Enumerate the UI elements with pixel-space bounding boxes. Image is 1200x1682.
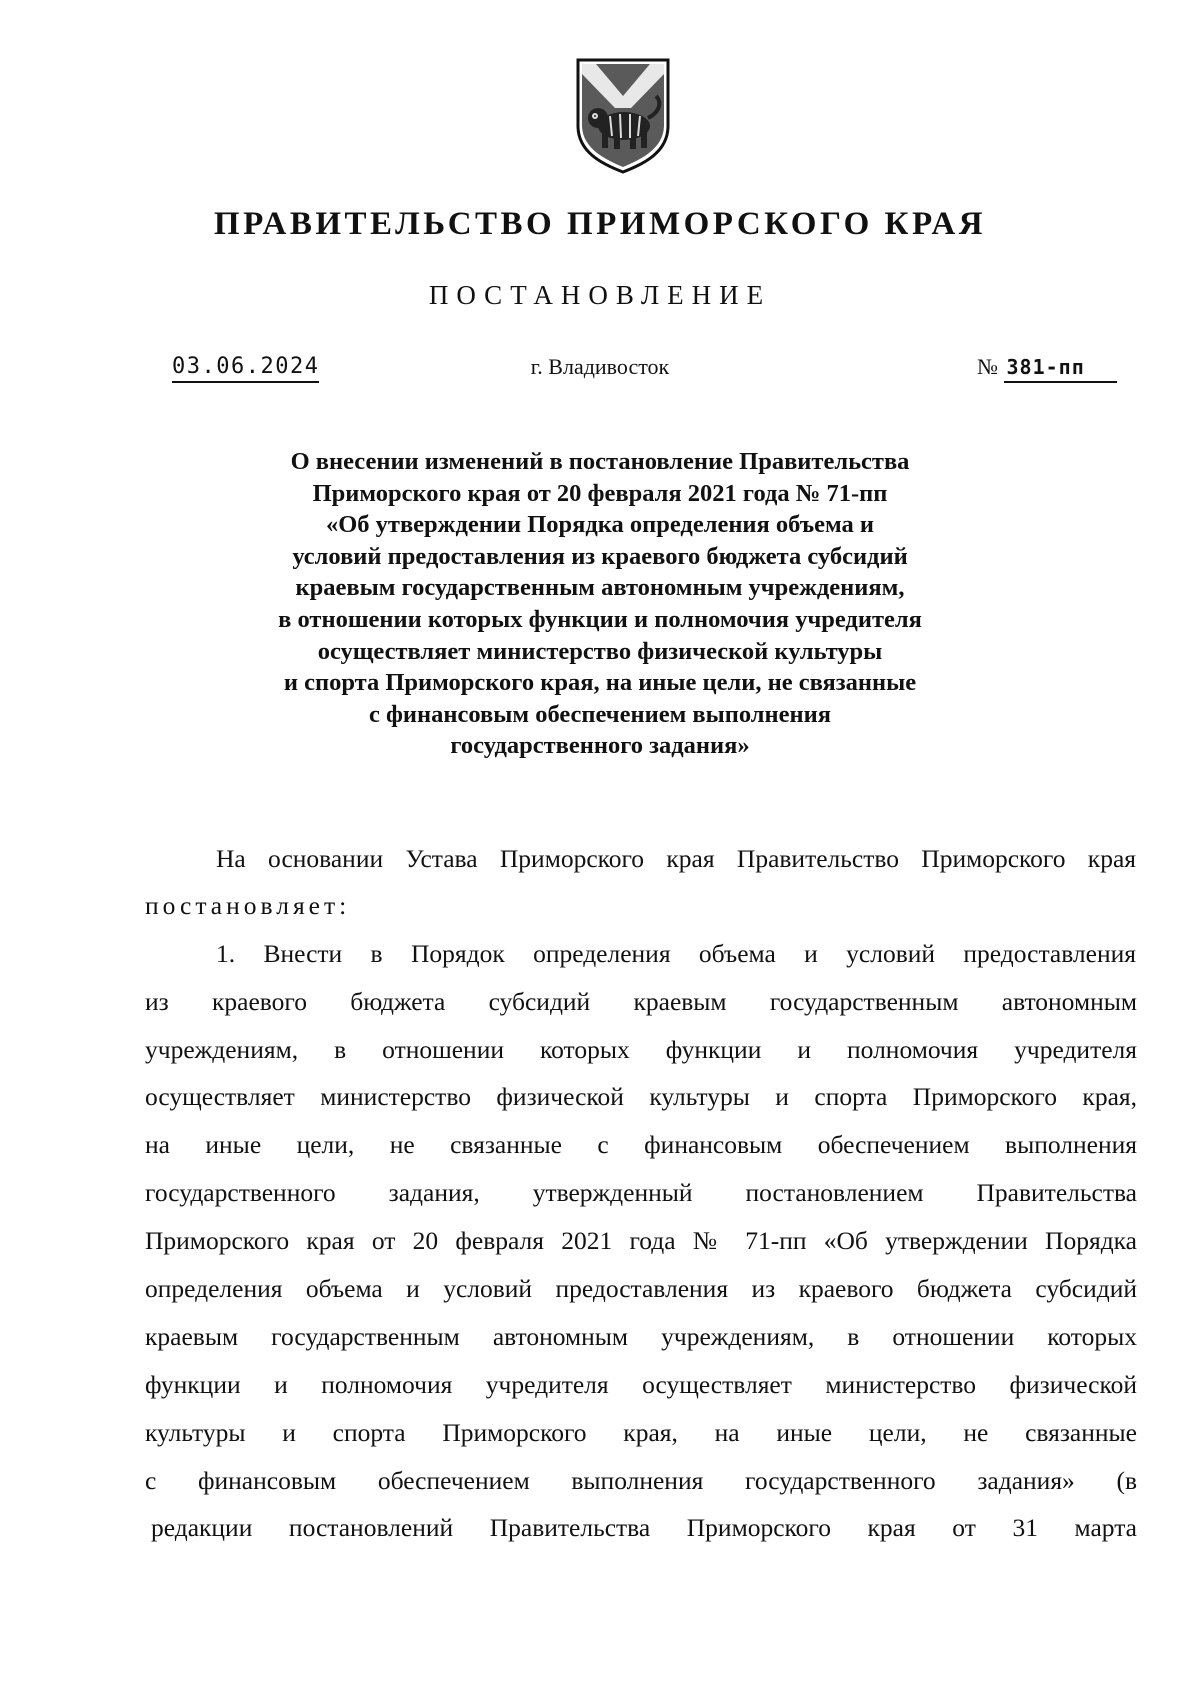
body-line: осуществляет министерство физической культуры и спорта Приморского края, [145,1082,1137,1111]
subject-line: Приморского края от 20 февраля 2021 года № 71-пп [312,479,888,507]
body-line: редакции постановлений Правительства Приморского края от 31 марта [151,1513,1137,1542]
subject-line: условий предоставления из краевого бюджета субсидий [292,542,908,570]
body-line: постановляет: [145,891,351,920]
document-number [977,354,1117,383]
subject-line: с финансовым обеспечением выполнения [368,700,832,728]
document-date: 03.06.2024 [172,354,319,383]
body-line: культуры и спорта Приморского края, на иные цели, не связанные [145,1418,1137,1447]
subject-line: краевым государственным автономным учреждениям, [295,574,905,602]
body-line: из краевого бюджета субсидий краевым государственным автономным [145,987,1137,1016]
body-line: определения объема и условий предоставления из краевого бюджета субсидий [145,1274,1137,1303]
body-line: краевым государственным автономным учреждениям, в отношении которых [145,1322,1137,1351]
subject-line: О внесении изменений в постановление Правительства [290,448,910,475]
government-title: ПРАВИТЕЛЬСТВО ПРИМОРСКОГО КРАЯ [213,206,987,242]
subject-line: «Об утверждении Порядка определения объема и [325,511,874,539]
document-city: г. Владивосток [530,354,670,379]
body-line: Приморского края от 20 февраля 2021 года № 71-пп «Об утверждении Порядка [145,1226,1137,1255]
coat-of-arms-icon [574,56,672,174]
document-subject [200,446,1000,762]
subject-line: осуществляет министерство физической культуры [317,637,883,665]
body-line: функции и полномочия учредителя осуществляет министерство физической [145,1370,1137,1399]
subject-line: в отношении которых функции и полномочия учредителя [278,605,922,633]
body-line: с финансовым обеспечением выполнения государственного задания» (в [145,1466,1137,1495]
subject-line: государственного задания» [450,732,750,760]
body-line: учреждениям, в отношении которых функции и полномочия учредителя [145,1035,1137,1064]
body-line: государственного задания, утвержденный постановлением Правительства [145,1178,1137,1207]
body-line: 1. Внести в Порядок определения объема и условий предоставления [216,939,1136,968]
body-line: На основании Устава Приморского края Правительство Приморского края [216,844,1136,873]
number-prefix: № [977,354,998,379]
body-line: на иные цели, не связанные с финансовым обеспечением выполнения [145,1130,1137,1159]
number-value: 381-пп [1004,354,1117,383]
subject-line: и спорта Приморского края, на иные цели, не связанные [283,669,917,697]
document-type-heading: ПОСТАНОВЛЕНИЕ [428,280,772,310]
